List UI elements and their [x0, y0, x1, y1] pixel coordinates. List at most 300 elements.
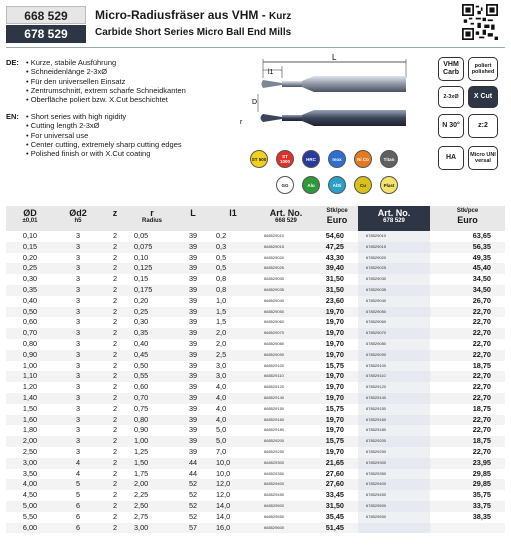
cell-shank: 3: [54, 285, 102, 296]
cell-art-no-668529: 668529200: [256, 436, 316, 447]
cell-shank: 6: [54, 523, 102, 534]
cell-diameter: 0,30: [22, 274, 38, 284]
cell-length: 39: [188, 425, 198, 435]
cell-length: 52: [188, 490, 198, 500]
cell-shank: 3: [54, 415, 102, 426]
cell-length: 52: [176, 479, 210, 490]
cell-art-no-668529: 668529070: [256, 328, 316, 339]
cell-flutes: 2: [102, 371, 128, 382]
feature-list-de: [26, 58, 186, 104]
cell-radius: 0,175: [128, 285, 176, 296]
cell-shank: 5: [75, 490, 81, 500]
cell-diameter: 0,60: [22, 317, 38, 327]
cell-price-678529: 22,70: [472, 382, 491, 392]
cell-price-668529: 39,40: [316, 263, 358, 274]
cell-art-no-678529: 678529070: [358, 328, 430, 339]
cell-price-668529: 27,60: [325, 468, 344, 478]
cell-diameter: 0,20: [22, 252, 38, 262]
cell-radius: 0,30: [134, 317, 149, 327]
col-flutes: z: [112, 208, 118, 218]
cell-cutting-length: 14,0: [210, 501, 256, 512]
cell-flutes: 2: [102, 328, 128, 339]
cell-radius: 0,075: [128, 242, 176, 253]
cell-price-668529: 19,70: [316, 393, 358, 404]
cell-length: 39: [188, 338, 198, 348]
cell-price-678529: 22,70: [472, 425, 491, 435]
cell-cutting-length: 16,0: [210, 523, 256, 534]
cell-cutting-length: 4,0: [216, 403, 227, 413]
cell-flutes: 2: [102, 415, 128, 426]
table-row: [6, 307, 505, 318]
col-price-668529: Stk/pce Euro: [326, 208, 348, 225]
cell-flutes: 2: [102, 350, 128, 361]
table-header-row: [6, 206, 505, 231]
cell-flutes: 2: [112, 490, 118, 500]
cell-shank: 3: [54, 371, 102, 382]
cell-price-678529: 22,70: [430, 415, 505, 426]
cell-flutes: 2: [102, 501, 128, 512]
cell-shank: 3: [75, 403, 81, 413]
cell-price-678529: 33,75: [430, 501, 505, 512]
cell-art-no-678529: 678529450: [358, 490, 430, 501]
table-row: [6, 415, 505, 426]
cell-flutes: 2: [112, 468, 118, 478]
cell-shank: 3: [75, 231, 81, 240]
table-row: [6, 361, 505, 372]
article-code-678529: 678 529: [6, 25, 86, 43]
lang-label-en: EN:: [6, 112, 19, 121]
cell-price-668529: 19,70: [316, 328, 358, 339]
feature-en: • Short series with high rigidity: [26, 112, 182, 121]
table-row: [6, 274, 505, 285]
feature-en: • Cutting length 2-3xØ: [26, 121, 182, 130]
cell-radius: 1,25: [134, 446, 149, 456]
cell-shank: 3: [54, 242, 102, 253]
table-row: [6, 317, 505, 328]
cell-diameter: 1,20: [22, 382, 38, 392]
cell-art-no-668529: 668529300: [256, 458, 316, 469]
cell-length: 39: [188, 252, 198, 262]
cell-art-no-678529: 678529025: [358, 263, 430, 274]
cell-price-668529: 51,45: [316, 523, 358, 534]
cell-diameter: 4,00: [6, 479, 54, 490]
cell-diameter: 0,35: [6, 285, 54, 296]
table-row: [6, 253, 505, 264]
cell-diameter: 0,10: [22, 231, 38, 240]
col-radius: r Radius: [141, 208, 162, 224]
table-row: [6, 339, 505, 350]
cell-diameter: 3,50: [22, 468, 38, 478]
cell-diameter: 3,00: [6, 458, 54, 469]
cell-price-678529: 63,65: [472, 231, 491, 240]
cell-art-no-678529: 678529350: [358, 469, 430, 480]
feature-de: • Kurze, stabile Ausführung: [26, 58, 186, 67]
cell-flutes: 2: [112, 403, 118, 413]
feature-en: • Polished finish or with X.Cut coating: [26, 149, 182, 158]
material-badge: Inox: [328, 150, 346, 168]
col-art-no-678529: Art. No. 678 529: [358, 206, 430, 231]
cell-price-678529: 22,70: [430, 350, 505, 361]
table-row: [6, 296, 505, 307]
feature-en: • For universal use: [26, 131, 182, 140]
cell-cutting-length: 0,5: [210, 263, 256, 274]
symbol-polished: poliert polished: [468, 57, 498, 81]
feature-de: • Oberfläche poliert bzw. X.Cut beschichtet: [26, 95, 186, 104]
cell-price-678529: 34,50: [430, 285, 505, 296]
cell-art-no-678529: 678529020: [358, 253, 430, 264]
cell-art-no-678529: 678529400: [358, 479, 430, 490]
cell-art-no-678529: 678529140: [358, 393, 430, 404]
table-row: [6, 382, 505, 393]
cell-diameter: 1,40: [6, 393, 54, 404]
symbol-flutes: z:2: [468, 114, 498, 138]
cell-diameter: 1,10: [6, 371, 54, 382]
cell-price-668529: 19,70: [316, 371, 358, 382]
col-shank-diameter: Ød2 h5: [69, 208, 87, 224]
cell-shank: 3: [75, 338, 81, 348]
cell-radius: 0,75: [134, 403, 149, 413]
col-diameter: ØD ±0,01: [22, 208, 38, 224]
cell-length: 39: [188, 231, 198, 240]
feature-list-en: [26, 112, 182, 158]
cell-art-no-678529: 678529150: [358, 404, 430, 415]
cell-shank: 3: [54, 307, 102, 318]
cell-cutting-length: 0,3: [210, 242, 256, 253]
cell-diameter: 2,50: [22, 446, 38, 456]
cell-radius: 0,40: [134, 338, 149, 348]
cell-length: 52: [176, 501, 210, 512]
cell-flutes: 2: [112, 252, 118, 262]
col-price-678529: Stk/pce Euro: [456, 208, 479, 225]
cell-price-668529: 19,70: [325, 382, 344, 392]
qr-code-icon[interactable]: [462, 4, 498, 40]
cell-price-678529: 22,70: [472, 446, 491, 456]
cell-price-668529: 15,75: [316, 436, 358, 447]
cell-art-no-678529: 678529100: [358, 361, 430, 372]
cell-shank: 3: [54, 263, 102, 274]
cell-art-no-668529: 668529040: [264, 297, 285, 303]
table-row: [6, 263, 505, 274]
cell-price-678529: 22,70: [472, 338, 491, 348]
cell-flutes: 2: [102, 479, 128, 490]
table-row: [6, 350, 505, 361]
cell-radius: 0,10: [134, 252, 149, 262]
cell-price-678529: 18,75: [472, 360, 491, 370]
cell-flutes: 2: [102, 436, 128, 447]
cell-price-678529: 56,35: [430, 242, 505, 253]
cell-art-no-668529: 668529025: [256, 263, 316, 274]
cell-art-no-668529: 668529010: [264, 233, 285, 238]
cell-diameter: 0,50: [6, 307, 54, 318]
cell-price-668529: 47,25: [316, 242, 358, 253]
material-badge: ST 500: [250, 150, 268, 168]
cell-price-678529: 26,70: [472, 295, 491, 305]
cell-price-668529: 15,75: [325, 403, 344, 413]
cell-radius: 2,50: [128, 501, 176, 512]
article-code-668529: 668 529: [6, 6, 86, 24]
cell-art-no-678529: 678529030: [358, 274, 430, 285]
cell-cutting-length: 1,5: [210, 307, 256, 318]
material-badge: ST 1000: [276, 150, 294, 168]
cell-art-no-668529: 668529120: [264, 384, 285, 390]
cell-length: 39: [176, 415, 210, 426]
table-row: [6, 285, 505, 296]
cell-shank: 3: [75, 446, 81, 456]
cell-shank: 3: [54, 328, 102, 339]
cell-art-no-668529: 668529020: [264, 254, 285, 260]
cell-flutes: 2: [102, 285, 128, 296]
cell-cutting-length: 4,0: [210, 393, 256, 404]
table-row: [6, 479, 505, 490]
symbol-cutting-length: 2-3xØ: [438, 86, 464, 108]
cell-length: 39: [176, 328, 210, 339]
cell-shank: 3: [54, 393, 102, 404]
symbol-vhm: VHM Carb: [438, 57, 464, 81]
cell-price-668529: 15,75: [325, 360, 344, 370]
cell-cutting-length: 2,5: [210, 350, 256, 361]
cell-length: 39: [188, 295, 198, 305]
material-badge: AlSi: [328, 176, 346, 194]
cell-diameter: 0,70: [6, 328, 54, 339]
cell-price-668529: 19,70: [325, 425, 344, 435]
cell-cutting-length: 0,2: [216, 231, 227, 240]
cell-radius: 0,45: [128, 350, 176, 361]
cell-length: 39: [188, 403, 198, 413]
cell-flutes: 2: [102, 263, 128, 274]
cell-art-no-668529: 668529090: [256, 350, 316, 361]
cell-diameter: 6,00: [6, 523, 54, 534]
material-badge: Cu: [354, 176, 372, 194]
cell-cutting-length: 4,0: [216, 382, 227, 392]
cell-radius: 0,35: [128, 328, 176, 339]
material-badge: HRC: [302, 150, 320, 168]
product-title-de: Micro-Radiusfräser aus VHM -: [95, 8, 270, 22]
cell-price-678529: 34,50: [472, 274, 491, 284]
table-row: [6, 523, 505, 534]
cell-flutes: 2: [112, 295, 118, 305]
cell-art-no-668529: 668529050: [256, 307, 316, 318]
cell-cutting-length: 10,0: [216, 468, 231, 478]
cell-diameter: 1,00: [22, 360, 38, 370]
cell-length: 39: [188, 274, 198, 284]
cell-cutting-length: 0,5: [216, 252, 227, 262]
cell-shank: 6: [54, 501, 102, 512]
cell-radius: 0,50: [134, 360, 149, 370]
symbol-micro-universal: Micro UNI versal: [468, 146, 498, 170]
cell-diameter: 1,60: [6, 415, 54, 426]
table-row: [6, 469, 505, 480]
cell-diameter: 0,90: [6, 350, 54, 361]
cell-diameter: 0,15: [6, 242, 54, 253]
cell-price-668529: 21,65: [316, 458, 358, 469]
cell-cutting-length: 2,0: [216, 338, 227, 348]
cell-art-no-678529: 678529110: [358, 371, 430, 382]
product-table: [6, 206, 505, 533]
cell-art-no-668529: 668529450: [264, 492, 285, 498]
cell-radius: 2,75: [134, 511, 149, 521]
table-row: [6, 328, 505, 339]
cell-cutting-length: 2,0: [210, 328, 256, 339]
cell-art-no-678529: 678529040: [358, 296, 430, 307]
cell-price-678529: 22,70: [472, 317, 491, 327]
feature-de: • Schneidenlänge 2-3xØ: [26, 67, 186, 76]
cell-flutes: 2: [102, 393, 128, 404]
cell-flutes: 2: [112, 360, 118, 370]
product-title-en: Carbide Short Series Micro Ball End Mills: [95, 27, 292, 38]
tool-dimension-diagram: [238, 52, 428, 144]
cell-cutting-length: 0,8: [210, 285, 256, 296]
cell-flutes: 2: [112, 338, 118, 348]
col-cutting-length: l1: [229, 208, 237, 218]
product-title: [95, 8, 291, 22]
lang-label-de: DE:: [6, 58, 19, 67]
cell-art-no-668529: 668529160: [256, 415, 316, 426]
table-row: [6, 512, 505, 523]
cell-price-668529: 19,70: [316, 307, 358, 318]
cell-length: 44: [176, 458, 210, 469]
cell-cutting-length: 1,5: [216, 317, 227, 327]
cell-radius: 1,50: [128, 458, 176, 469]
cell-radius: 0,125: [128, 263, 176, 274]
table-row: [6, 425, 505, 436]
cell-art-no-668529: 668529600: [256, 523, 316, 534]
cell-shank: 3: [54, 436, 102, 447]
dim-D-label: D: [252, 99, 258, 106]
cell-art-no-678529: 678529250: [358, 447, 430, 458]
symbol-xcut: X Cut: [468, 86, 498, 108]
cell-radius: 1,75: [134, 468, 149, 478]
material-badge: Ni Co: [354, 150, 372, 168]
cell-diameter: 0,40: [22, 295, 38, 305]
cell-cutting-length: 5,0: [216, 425, 227, 435]
cell-price-678529: 22,70: [430, 371, 505, 382]
table-row: [6, 501, 505, 512]
cell-price-678529: 22,70: [430, 393, 505, 404]
cell-length: 44: [188, 468, 198, 478]
cell-shank: 3: [75, 425, 81, 435]
cell-art-no-668529: 668529400: [256, 479, 316, 490]
cell-price-668529: 19,70: [325, 338, 344, 348]
cell-art-no-668529: 668529035: [256, 285, 316, 296]
cell-price-668529: 31,50: [316, 501, 358, 512]
table-row: [6, 458, 505, 469]
cell-price-678529: 23,95: [430, 458, 505, 469]
table-row: [6, 404, 505, 415]
cell-radius: 0,20: [134, 295, 149, 305]
cell-cutting-length: 12,0: [210, 479, 256, 490]
cell-art-no-678529: 678529015: [358, 242, 430, 253]
cell-flutes: 2: [112, 425, 118, 435]
cell-radius: 0,55: [128, 371, 176, 382]
col-art-no-668529: Art. No. 668 529: [269, 208, 303, 224]
cell-flutes: 2: [112, 446, 118, 456]
cell-price-678529: 18,75: [472, 403, 491, 413]
cell-flutes: 2: [112, 511, 118, 521]
cell-price-668529: 33,45: [325, 490, 344, 500]
cell-length: 39: [188, 360, 198, 370]
cell-art-no-668529: 668529140: [256, 393, 316, 404]
cell-cutting-length: 4,0: [210, 415, 256, 426]
cell-price-668529: 31,50: [325, 274, 344, 284]
cell-length: 39: [176, 371, 210, 382]
cell-length: 39: [188, 317, 198, 327]
cell-art-no-668529: 668529350: [264, 470, 285, 476]
cell-length: 39: [176, 393, 210, 404]
cell-length: 39: [176, 436, 210, 447]
feature-de: • Zentrumschnitt, extrem scharfe Schneidkanten: [26, 86, 186, 95]
col-length: L: [190, 208, 196, 218]
table-row: [6, 242, 505, 253]
cell-flutes: 2: [112, 317, 118, 327]
cell-flutes: 2: [102, 242, 128, 253]
table-row: [6, 393, 505, 404]
cell-art-no-668529: 668529060: [264, 319, 285, 325]
cell-art-no-668529: 668529150: [264, 405, 285, 411]
cell-price-678529: 29,85: [430, 479, 505, 490]
cell-length: 57: [176, 523, 210, 534]
cell-flutes: 2: [102, 458, 128, 469]
cell-cutting-length: 3,0: [210, 371, 256, 382]
cell-radius: 0,60: [134, 382, 149, 392]
cell-length: 39: [188, 382, 198, 392]
cell-art-no-668529: 668529180: [264, 427, 285, 433]
cell-length: 39: [176, 307, 210, 318]
cell-flutes: 2: [112, 231, 118, 240]
dim-L: L: [332, 53, 337, 62]
cell-art-no-668529: 668529100: [264, 362, 285, 368]
product-title-kurz: Kurz: [269, 11, 292, 22]
cell-diameter: 2,00: [6, 436, 54, 447]
cell-price-668529: 31,50: [316, 285, 358, 296]
cell-radius: 0,05: [134, 231, 149, 240]
cell-diameter: 0,25: [6, 263, 54, 274]
cell-diameter: 1,50: [22, 403, 38, 413]
cell-flutes: 2: [112, 274, 118, 284]
cell-shank: 4: [75, 468, 81, 478]
cell-shank: 3: [75, 274, 81, 284]
cell-price-668529: 23,60: [325, 295, 344, 305]
cell-radius: 2,25: [134, 490, 149, 500]
cell-shank: 3: [75, 360, 81, 370]
cell-radius: 0,15: [134, 274, 149, 284]
cell-art-no-668529: 668529500: [256, 501, 316, 512]
cell-shank: 3: [75, 295, 81, 305]
table-row: [6, 371, 505, 382]
cell-price-678529: 22,70: [430, 307, 505, 318]
cell-price-668529: 27,60: [316, 479, 358, 490]
cell-price-678529: 29,85: [472, 468, 491, 478]
cell-art-no-678529: 678529160: [358, 415, 430, 426]
cell-diameter: 5,00: [6, 501, 54, 512]
table-row: [6, 436, 505, 447]
cell-cutting-length: 3,0: [216, 360, 227, 370]
cell-length: 39: [176, 242, 210, 253]
cell-length: 39: [176, 285, 210, 296]
cell-price-668529: 43,30: [325, 252, 344, 262]
cell-art-no-678529: 678529090: [358, 350, 430, 361]
cell-flutes: 2: [112, 382, 118, 392]
cell-art-no-678529: 678529180: [358, 425, 430, 436]
cell-price-678529: 49,35: [472, 252, 491, 262]
dim-r-label: r: [240, 119, 243, 126]
header-divider: [6, 47, 505, 48]
cell-flutes: 2: [102, 307, 128, 318]
cell-diameter: 5,50: [22, 511, 38, 521]
cell-price-678529: 45,40: [430, 263, 505, 274]
cell-art-no-678529: [358, 523, 430, 534]
cell-art-no-668529: 668529110: [256, 371, 316, 382]
cell-radius: 2,00: [128, 479, 176, 490]
